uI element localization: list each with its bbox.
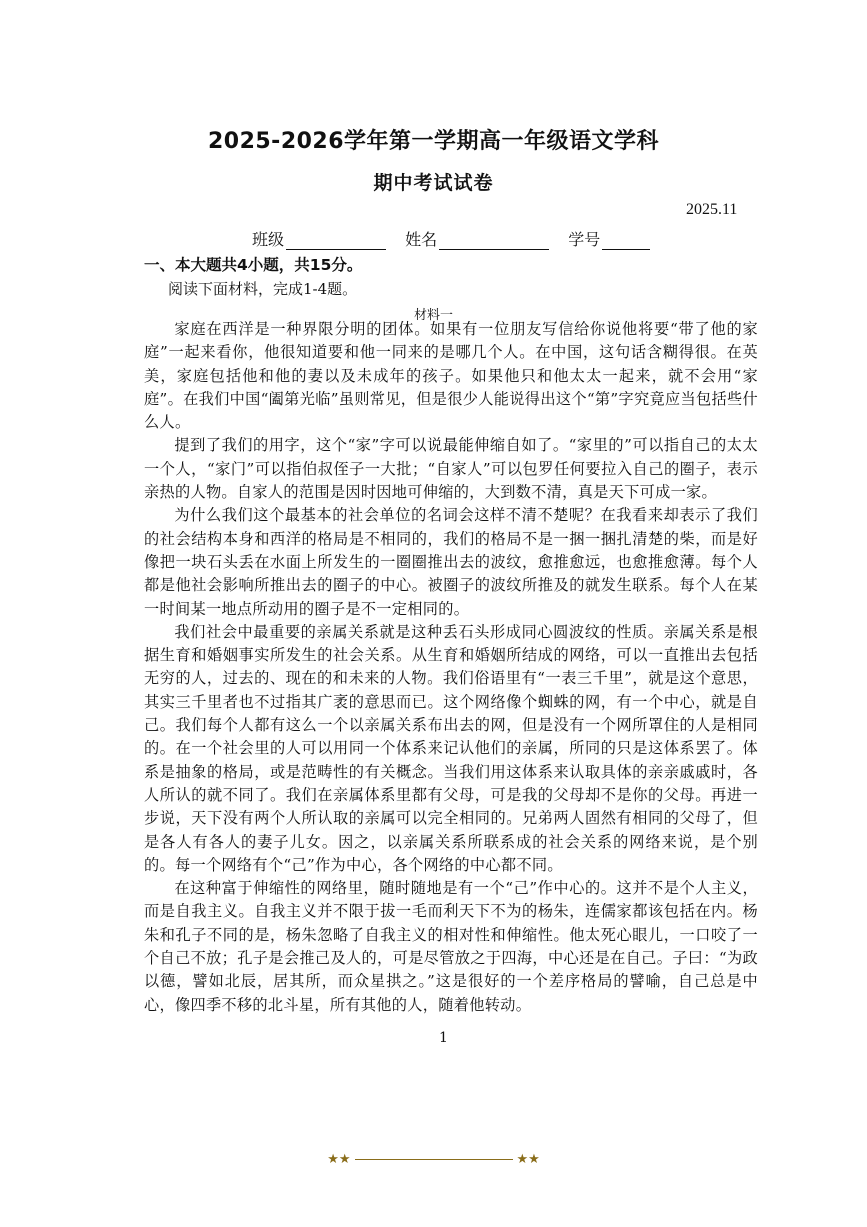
passage-paragraph: 提到了我们的用字，这个“家”字可以说最能伸缩自如了。“家里的”可以指自己的太太一个人，“家门”可以指伯叔侄子一大批；“自家人”可以包罗任何要拉入自己的圈子，表示亲热的人物。自家人的范围是因时因地可伸缩的，大到数不清，真是天下可成一家。	[144, 436, 758, 502]
student-info-row	[252, 227, 650, 250]
exam-title: 2025-2026学年第一学期高一年级语文学科	[207, 129, 660, 154]
exam-date: 2025.11	[686, 201, 738, 218]
footer-divider	[355, 1159, 513, 1160]
star-icon: ★★	[516, 1152, 540, 1167]
passage-paragraph: 我们社会中最重要的亲属关系就是这种丢石头形成同心圆波纹的性质。亲属关系是根据生育和婚姻事实所发生的社会关系。从生育和婚姻所结成的网络，可以一直推出去包括无穷的人，过去的、现在的和未来的人物。我们俗语里有“一表三千里”，就是这个意思，其实三千里者也不过指其广袤的意思而已。这个网络像个蜘蛛的网，有一个中心，就是自己。我们每个人都有这么一个以亲属关系布出去的网，但是没有一个网所罩住的人是相同的。在一个社会里的人可以用同一个体系来记认他们的亲属，所同的只是这体系罢了。体系是抽象的格局，或是范畴性的有关概念。当我们用这体系来认取具体的亲亲戚戚时，各人所认的就不同了。我们在亲属体系里都有父母，可是我的父母却不是你的父母。再进一步说，天下没有两个人所认取的亲属可以完全相同的。兄弟两人固然有相同的父母了，但是各人有各人的妻子儿女。因之，以亲属关系所联系成的社会关系的网络来说，是个别的。每一个网络有个“己”作为中心，各个网络的中心都不同。	[144, 622, 758, 874]
exam-subtitle: 期中考试试卷	[373, 172, 494, 194]
page-number: 1	[439, 1030, 448, 1046]
star-icon: ★★	[327, 1152, 351, 1167]
passage-paragraph: 家庭在西洋是一种界限分明的团体。如果有一位朋友写信给你说他将要“带了他的家庭”一起来看你，他很知道要和他一同来的是哪几个人。在中国，这句话含糊得很。在英美，家庭包括他和他的妻以及未成年的孩子。如果他只和他太太一起来，就不会用“家庭”。在我们中国“阖第光临”虽则常见，但是很少人能说得出这个“第”字究竟应当包括些什么人。	[144, 320, 758, 432]
class-blank[interactable]	[286, 234, 386, 250]
class-label: 班级	[252, 230, 285, 249]
student-id-label: 学号	[568, 230, 601, 249]
section-heading: 一、本大题共4小题，共15分。	[144, 256, 363, 274]
student-id-blank[interactable]	[602, 234, 650, 250]
passage-paragraph: 为什么我们这个最基本的社会单位的名词会这样不清不楚呢？在我看来却表示了我们的社会结构本身和西洋的格局是不相同的，我们的格局不是一捆一捆扎清楚的柴，而是好像把一块石头丢在水面上所发生的一圈圈推出去的波纹，愈推愈远，也愈推愈薄。每个人都是他社会影响所推出去的圈子的中心。被圈子的波纹所推及的就发生联系。每个人在某一时间某一地点所动用的圈子是不一定相同的。	[144, 506, 758, 618]
passage-paragraph: 在这种富于伸缩性的网络里，随时随地是有一个“己”作中心的。这并不是个人主义，而是自我主义。自我主义并不限于拔一毛而利天下不为的杨朱，连儒家都该包括在内。杨朱和孔子不同的是，杨朱忽略了自我主义的相对性和伸缩性。他太死心眼儿，一口咬了一个自己不放；孔子是会推己及人的，可是尽管放之于四海，中心还是在自己。子曰：“为政以德，譬如北辰，居其所，而众星拱之。”这是很好的一个差序格局的譬喻，自己总是中心，像四季不移的北斗星，所有其他的人，随着他转动。	[144, 879, 758, 1014]
reading-passage	[144, 318, 758, 1017]
name-blank[interactable]	[439, 234, 549, 250]
material-label: 材料一	[413, 308, 453, 323]
footer-decoration	[0, 1152, 867, 1167]
name-label: 姓名	[405, 230, 438, 249]
section-instruction: 阅读下面材料，完成1-4题。	[168, 280, 358, 298]
